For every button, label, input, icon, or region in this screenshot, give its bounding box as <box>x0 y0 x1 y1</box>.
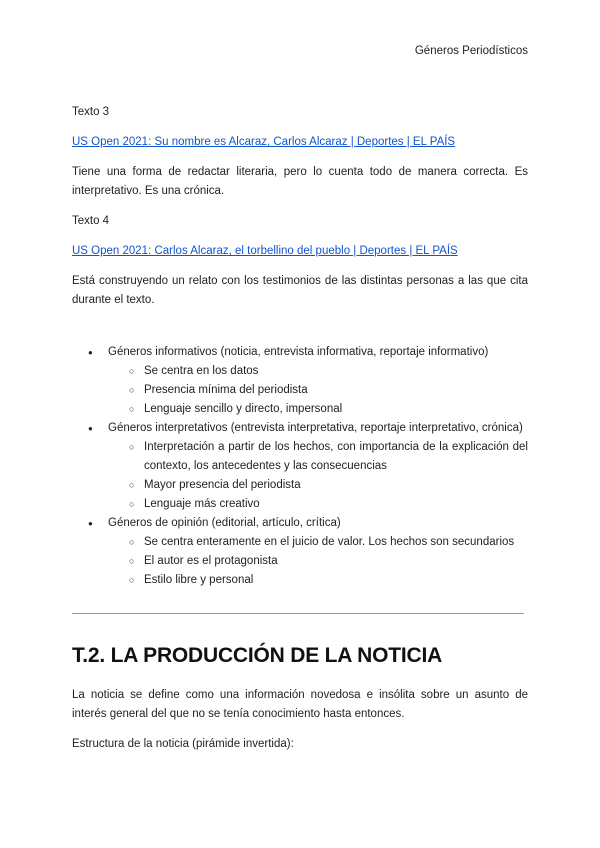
texto-4-comment: Está construyendo un relato con los testimonios de las distintas personas a las que cita durante el texto. <box>72 275 528 306</box>
sub-list <box>108 438 528 514</box>
genero-interpretativo-title: Géneros interpretativos (entrevista interpretativa, reportaje interpretativo, crónica) <box>108 422 523 434</box>
estructura-label: Estructura de la noticia (pirámide invertida): <box>72 738 294 750</box>
genero-informativo-title: Géneros informativos (noticia, entrevista informativa, reportaje informativo) <box>108 346 489 358</box>
section-body <box>72 686 528 765</box>
sub-list <box>108 533 528 590</box>
texto-4-link[interactable]: US Open 2021: Carlos Alcaraz, el torbellino del pueblo | Deportes | EL PAÍS <box>72 245 458 257</box>
section-heading: T.2. LA PRODUCCIÓN DE LA NOTICIA <box>72 644 443 667</box>
list-item <box>72 343 528 419</box>
list-item: ○ Se centra en los datos <box>108 362 528 381</box>
horizontal-divider <box>72 613 524 614</box>
sub-list <box>108 362 528 419</box>
generos-list <box>72 343 528 590</box>
list-item: ○ Estilo libre y personal <box>108 571 528 590</box>
list-item: ○ Lenguaje sencillo y directo, impersonal <box>108 400 528 419</box>
list-item: ○ Interpretación a partir de los hechos, con importancia de la explicación del contexto, los antecedentes y las consecuencias <box>108 438 528 476</box>
list-item <box>72 514 528 590</box>
texto-4-label: Texto 4 <box>72 215 110 227</box>
list-item: ○ Mayor presencia del periodista <box>108 476 528 495</box>
list-item: ○ El autor es el protagonista <box>108 552 528 571</box>
list-item: ○ Lenguaje más creativo <box>108 495 528 514</box>
main-content <box>72 103 528 590</box>
list-item <box>72 419 528 514</box>
list-item: ○ Se centra enteramente en el juicio de valor. Los hechos son secundarios <box>108 533 528 552</box>
texto-3-link[interactable]: US Open 2021: Su nombre es Alcaraz, Carlos Alcaraz | Deportes | EL PAÍS <box>72 136 456 148</box>
texto-3-comment: Tiene una forma de redactar literaria, pero lo cuenta todo de manera correcta. Es interpretativo. Es una crónica. <box>72 166 528 197</box>
texto-3-label: Texto 3 <box>72 106 110 118</box>
noticia-definition: La noticia se define como una información novedosa e insólita sobre un asunto de interés general del que no se tenía conocimiento hasta entonces. <box>72 689 528 720</box>
list-item: ○ Presencia mínima del periodista <box>108 381 528 400</box>
running-header: Géneros Periodísticos <box>414 45 528 57</box>
genero-opinion-title: Géneros de opinión (editorial, artículo, crítica) <box>108 517 341 529</box>
